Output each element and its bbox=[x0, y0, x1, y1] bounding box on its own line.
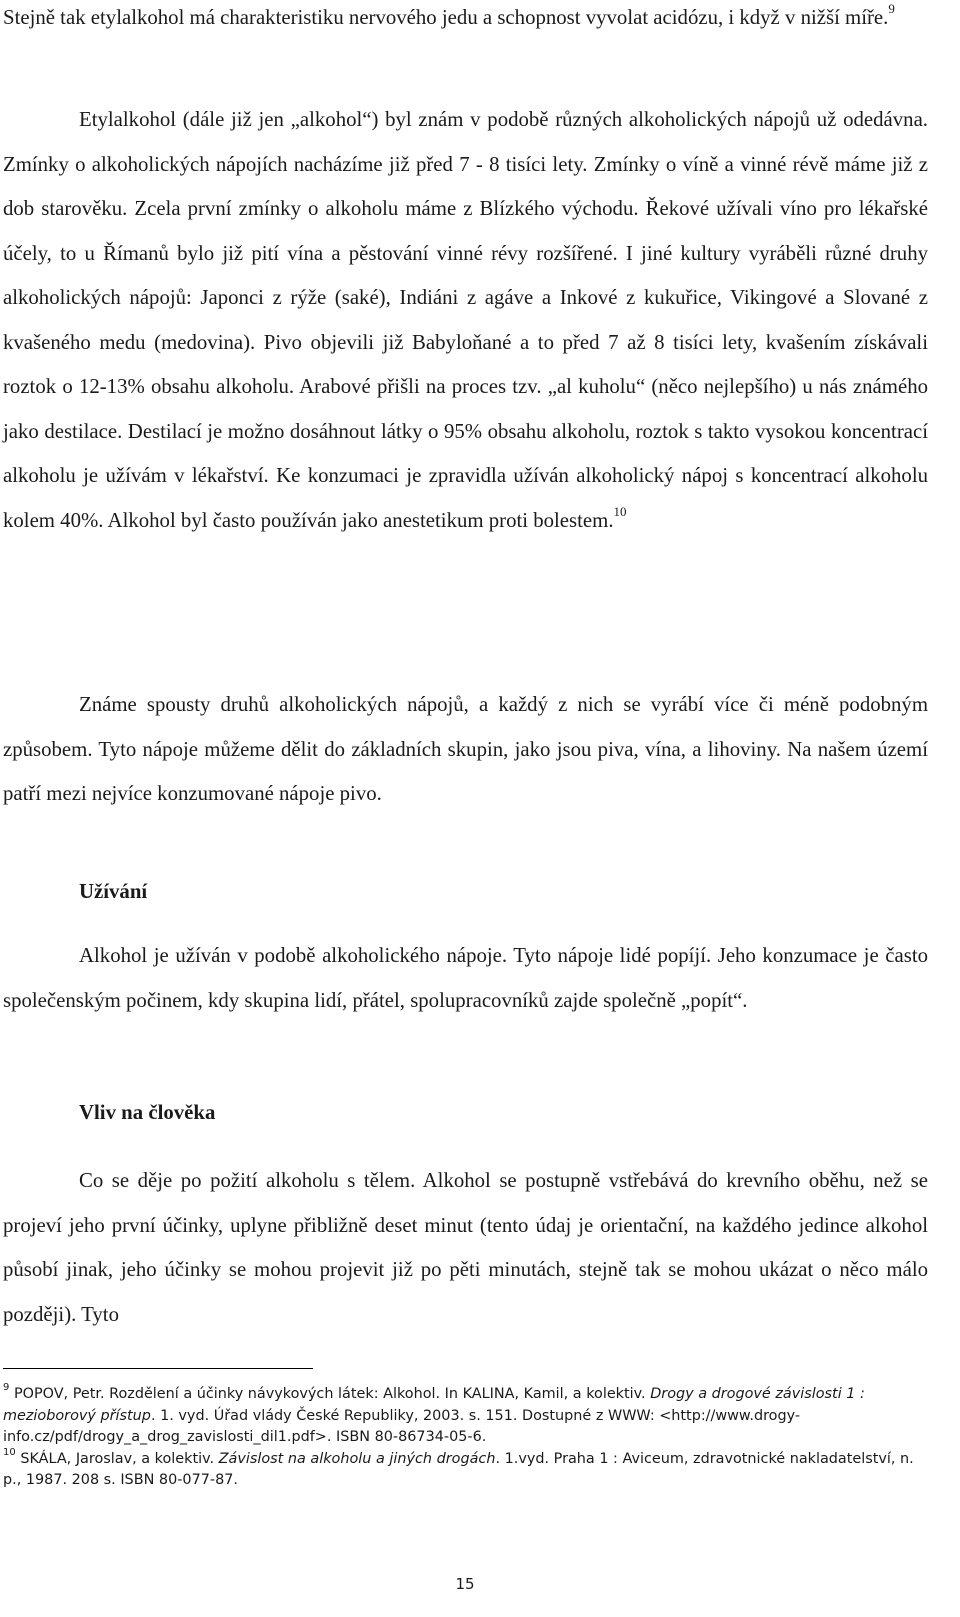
section-heading: Vliv na člověka bbox=[79, 1101, 216, 1124]
footnote-reference[interactable]: 10 bbox=[613, 503, 627, 519]
paragraph bbox=[3, 0, 928, 41]
section-heading: Užívání bbox=[79, 880, 148, 903]
paragraph-text: Stejně tak etylalkohol má charakteristiku nervového jedu a schopnost vyvolat acidózu, i když v nižší míře. bbox=[3, 6, 889, 29]
paragraph-text: Etylalkohol (dále již jen „alkohol“) byl znám v podobě různých alkoholických nápojů už odedávna. Zmínky o alkoholických nápojích nacházíme již před 7 - 8 tisíci lety. Zmínky o víně a vinné révě máme již z dob starověku. Zcela první zmínky o alkoholu máme z Blízkého východu. Řekové užívali víno pro lékařské účely, to u Římanů bylo již pití vína a pěstování vinné révy rozšířené. I jiné kultury vyráběli různé druhy alkoholických nápojů: Japonci z rýže (saké), Indiáni z agáve a Inkové z kukuřice, Vikingové a Slované z kvašeného medu (medovina). Pivo objevili již Babyloňané a to před 7 až 8 tisíci lety, kvašením získávali roztok o 12-13% obsahu alkoholu. Arabové přišli na proces tzv. „al kuholu“ (něco nejlepšího) u nás známého jako destilace. Destilací je možno dosáhnout látky o 95% obsahu alkoholu, roztok s takto vysokou koncentrací alkoholu je užívám v lékařství. Ke konzumaci je zpravidla užíván alkoholický nápoj s koncentrací alkoholu kolem 40%. Alkohol byl často používán jako anestetikum proti bolestem. bbox=[3, 108, 928, 532]
footnote-text: . 1.vyd. Praha 1 : Aviceum, zdravotnické nakladatelství, n. p., 1987. 208 s. ISBN 80-077-87. bbox=[3, 1450, 914, 1489]
footnote-number: 9 bbox=[3, 1382, 10, 1394]
footnote-text: SKÁLA, Jaroslav, a kolektiv. bbox=[20, 1450, 215, 1467]
paragraph bbox=[3, 98, 928, 543]
footnotes bbox=[3, 1384, 928, 1492]
page-number: 15 bbox=[455, 1575, 475, 1593]
paragraph bbox=[3, 683, 928, 817]
footnote-text: POPOV, Petr. Rozdělení a účinky návykových látek: Alkohol. In KALINA, Kamil, a kolektiv. bbox=[13, 1386, 646, 1402]
paragraph bbox=[3, 1159, 928, 1337]
footnote bbox=[3, 1446, 928, 1492]
footnote-title: Závislost na alkoholu a jiných drogách bbox=[218, 1450, 496, 1467]
footnote-reference[interactable]: 9 bbox=[888, 1, 895, 17]
paragraph-text: Známe spousty druhů alkoholických nápojů, a každý z nich se vyrábí více či méně podobným způsobem. Tyto nápoje můžeme dělit do základních skupin, jako jsou piva, vína, a lihoviny. Na našem území patří mezi nejvíce konzumované nápoje pivo. bbox=[3, 693, 928, 805]
footnote-text: . 1. vyd. Úřad vlády České Republiky, 2003. s. 151. Dostupné z WWW: <http://www.drogy-info.cz/pdf/drogy_a_drog_zavislosti_dil1.pdf>. ISBN 80-86734-05-6. bbox=[3, 1407, 801, 1446]
footnote-divider bbox=[3, 1368, 313, 1369]
footnote-title: Drogy a drogové závislosti 1 : mezioborový přístup bbox=[3, 1386, 865, 1424]
footnote bbox=[3, 1384, 928, 1449]
paragraph bbox=[3, 934, 928, 1023]
footnote-number: 10 bbox=[3, 1446, 16, 1458]
paragraph-text: Co se děje po požití alkoholu s tělem. Alkohol se postupně vstřebává do krevního oběhu, než se projeví jeho první účinky, uplyne přibližně deset minut (tento údaj je orientační, na každého jedince alkohol působí jinak, jeho účinky se mohou projevit již po pěti minutách, stejně tak se mohou ukázat o něco málo později). Tyto bbox=[3, 1169, 928, 1326]
paragraph-text: Alkohol je užíván v podobě alkoholického nápoje. Tyto nápoje lidé popíjí. Jeho konzumace je často společenským počinem, kdy skupina lidí, přátel, spolupracovníků zajde společně „popít“. bbox=[3, 944, 928, 1012]
